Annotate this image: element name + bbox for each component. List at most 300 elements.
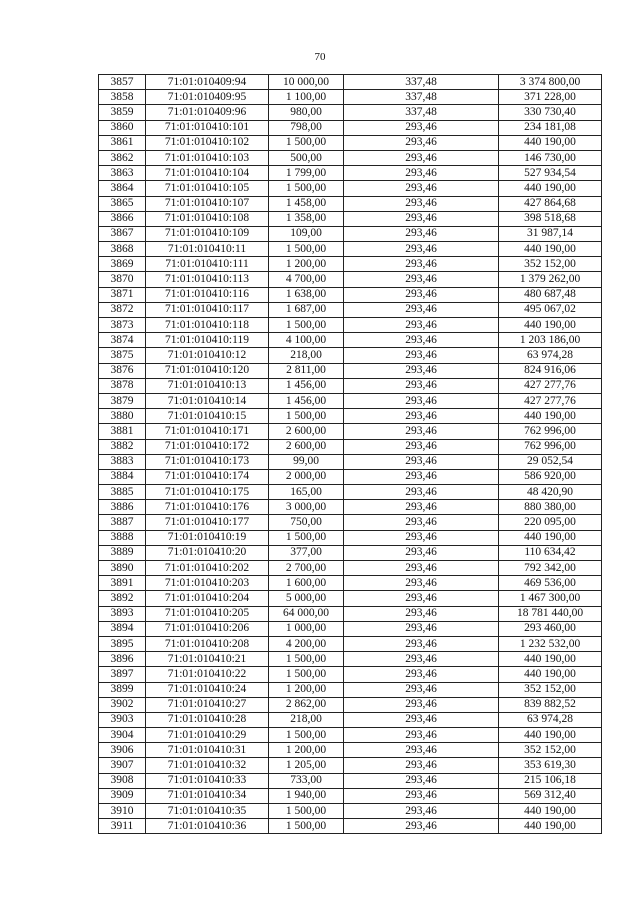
table-row bbox=[99, 667, 602, 682]
area-cell: 1 500,00 bbox=[269, 181, 344, 196]
value-cell: 440 190,00 bbox=[499, 135, 602, 150]
area-cell: 1 200,00 bbox=[269, 682, 344, 697]
cadastral-table bbox=[98, 74, 602, 834]
value-cell: 440 190,00 bbox=[499, 242, 602, 257]
value-cell: 792 342,00 bbox=[499, 561, 602, 576]
value-cell: 48 420,90 bbox=[499, 485, 602, 500]
cadastral-number-cell: 71:01:010410:29 bbox=[146, 728, 269, 743]
table-row bbox=[99, 545, 602, 560]
row-number-cell: 3862 bbox=[99, 150, 146, 165]
row-number-cell: 3911 bbox=[99, 819, 146, 834]
value-cell: 63 974,28 bbox=[499, 712, 602, 727]
row-number-cell: 3902 bbox=[99, 697, 146, 712]
rate-cell: 293,46 bbox=[344, 697, 499, 712]
cadastral-number-cell: 71:01:010410:203 bbox=[146, 576, 269, 591]
cadastral-number-cell: 71:01:010410:19 bbox=[146, 530, 269, 545]
cadastral-number-cell: 71:01:010410:21 bbox=[146, 652, 269, 667]
row-number-cell: 3859 bbox=[99, 105, 146, 120]
cadastral-number-cell: 71:01:010410:120 bbox=[146, 363, 269, 378]
table-row bbox=[99, 485, 602, 500]
rate-cell: 293,46 bbox=[344, 667, 499, 682]
table-row bbox=[99, 181, 602, 196]
rate-cell: 337,48 bbox=[344, 90, 499, 105]
row-number-cell: 3884 bbox=[99, 469, 146, 484]
area-cell: 1 205,00 bbox=[269, 758, 344, 773]
row-number-cell: 3879 bbox=[99, 393, 146, 408]
cadastral-number-cell: 71:01:010410:118 bbox=[146, 318, 269, 333]
value-cell: 440 190,00 bbox=[499, 409, 602, 424]
area-cell: 1 500,00 bbox=[269, 135, 344, 150]
cadastral-number-cell: 71:01:010410:27 bbox=[146, 697, 269, 712]
area-cell: 1 940,00 bbox=[269, 788, 344, 803]
cadastral-number-cell: 71:01:010410:107 bbox=[146, 196, 269, 211]
value-cell: 1 467 300,00 bbox=[499, 591, 602, 606]
table-row bbox=[99, 454, 602, 469]
row-number-cell: 3894 bbox=[99, 621, 146, 636]
cadastral-number-cell: 71:01:010410:22 bbox=[146, 667, 269, 682]
row-number-cell: 3861 bbox=[99, 135, 146, 150]
row-number-cell: 3878 bbox=[99, 378, 146, 393]
area-cell: 4 700,00 bbox=[269, 272, 344, 287]
rate-cell: 337,48 bbox=[344, 105, 499, 120]
cadastral-number-cell: 71:01:010410:35 bbox=[146, 804, 269, 819]
value-cell: 569 312,40 bbox=[499, 788, 602, 803]
cadastral-number-cell: 71:01:010410:119 bbox=[146, 333, 269, 348]
area-cell: 2 000,00 bbox=[269, 469, 344, 484]
table-row bbox=[99, 743, 602, 758]
area-cell: 1 500,00 bbox=[269, 804, 344, 819]
value-cell: 63 974,28 bbox=[499, 348, 602, 363]
cadastral-number-cell: 71:01:010410:116 bbox=[146, 287, 269, 302]
row-number-cell: 3875 bbox=[99, 348, 146, 363]
row-number-cell: 3882 bbox=[99, 439, 146, 454]
value-cell: 1 203 186,00 bbox=[499, 333, 602, 348]
value-cell: 427 277,76 bbox=[499, 393, 602, 408]
area-cell: 1 000,00 bbox=[269, 621, 344, 636]
value-cell: 352 152,00 bbox=[499, 682, 602, 697]
area-cell: 1 638,00 bbox=[269, 287, 344, 302]
rate-cell: 293,46 bbox=[344, 485, 499, 500]
rate-cell: 293,46 bbox=[344, 242, 499, 257]
area-cell: 2 811,00 bbox=[269, 363, 344, 378]
rate-cell: 293,46 bbox=[344, 378, 499, 393]
rate-cell: 293,46 bbox=[344, 712, 499, 727]
rate-cell: 293,46 bbox=[344, 181, 499, 196]
row-number-cell: 3883 bbox=[99, 454, 146, 469]
value-cell: 480 687,48 bbox=[499, 287, 602, 302]
rate-cell: 293,46 bbox=[344, 211, 499, 226]
rate-cell: 293,46 bbox=[344, 530, 499, 545]
cadastral-number-cell: 71:01:010410:11 bbox=[146, 242, 269, 257]
value-cell: 824 916,06 bbox=[499, 363, 602, 378]
cadastral-number-cell: 71:01:010410:109 bbox=[146, 226, 269, 241]
rate-cell: 293,46 bbox=[344, 788, 499, 803]
area-cell: 1 500,00 bbox=[269, 530, 344, 545]
rate-cell: 293,46 bbox=[344, 682, 499, 697]
area-cell: 218,00 bbox=[269, 348, 344, 363]
value-cell: 440 190,00 bbox=[499, 652, 602, 667]
cadastral-number-cell: 71:01:010410:172 bbox=[146, 439, 269, 454]
row-number-cell: 3869 bbox=[99, 257, 146, 272]
cadastral-number-cell: 71:01:010410:105 bbox=[146, 181, 269, 196]
table-row bbox=[99, 409, 602, 424]
value-cell: 495 067,02 bbox=[499, 302, 602, 317]
cadastral-number-cell: 71:01:010410:175 bbox=[146, 485, 269, 500]
area-cell: 2 862,00 bbox=[269, 697, 344, 712]
area-cell: 10 000,00 bbox=[269, 75, 344, 90]
rate-cell: 293,46 bbox=[344, 226, 499, 241]
table-row bbox=[99, 196, 602, 211]
rate-cell: 293,46 bbox=[344, 500, 499, 515]
area-cell: 109,00 bbox=[269, 226, 344, 241]
value-cell: 330 730,40 bbox=[499, 105, 602, 120]
table-row bbox=[99, 348, 602, 363]
cadastral-number-cell: 71:01:010410:102 bbox=[146, 135, 269, 150]
area-cell: 1 200,00 bbox=[269, 743, 344, 758]
rate-cell: 293,46 bbox=[344, 576, 499, 591]
row-number-cell: 3893 bbox=[99, 606, 146, 621]
cadastral-number-cell: 71:01:010409:95 bbox=[146, 90, 269, 105]
table-row bbox=[99, 150, 602, 165]
row-number-cell: 3910 bbox=[99, 804, 146, 819]
area-cell: 1 500,00 bbox=[269, 318, 344, 333]
cadastral-number-cell: 71:01:010409:94 bbox=[146, 75, 269, 90]
value-cell: 440 190,00 bbox=[499, 667, 602, 682]
table-row bbox=[99, 439, 602, 454]
area-cell: 99,00 bbox=[269, 454, 344, 469]
area-cell: 1 799,00 bbox=[269, 166, 344, 181]
value-cell: 469 536,00 bbox=[499, 576, 602, 591]
row-number-cell: 3874 bbox=[99, 333, 146, 348]
area-cell: 750,00 bbox=[269, 515, 344, 530]
cadastral-number-cell: 71:01:010410:176 bbox=[146, 500, 269, 515]
rate-cell: 293,46 bbox=[344, 302, 499, 317]
rate-cell: 293,46 bbox=[344, 409, 499, 424]
row-number-cell: 3906 bbox=[99, 743, 146, 758]
area-cell: 3 000,00 bbox=[269, 500, 344, 515]
rate-cell: 293,46 bbox=[344, 166, 499, 181]
cadastral-number-cell: 71:01:010410:15 bbox=[146, 409, 269, 424]
area-cell: 5 000,00 bbox=[269, 591, 344, 606]
row-number-cell: 3897 bbox=[99, 667, 146, 682]
row-number-cell: 3873 bbox=[99, 318, 146, 333]
rate-cell: 293,46 bbox=[344, 545, 499, 560]
row-number-cell: 3889 bbox=[99, 545, 146, 560]
value-cell: 762 996,00 bbox=[499, 439, 602, 454]
row-number-cell: 3870 bbox=[99, 272, 146, 287]
value-cell: 234 181,08 bbox=[499, 120, 602, 135]
table-row bbox=[99, 378, 602, 393]
table-row bbox=[99, 363, 602, 378]
table-row bbox=[99, 211, 602, 226]
table-row bbox=[99, 500, 602, 515]
area-cell: 1 687,00 bbox=[269, 302, 344, 317]
cadastral-number-cell: 71:01:010410:173 bbox=[146, 454, 269, 469]
table-row bbox=[99, 257, 602, 272]
table-row bbox=[99, 272, 602, 287]
table-body bbox=[99, 75, 602, 834]
area-cell: 2 600,00 bbox=[269, 439, 344, 454]
rate-cell: 293,46 bbox=[344, 257, 499, 272]
cadastral-number-cell: 71:01:010410:205 bbox=[146, 606, 269, 621]
row-number-cell: 3876 bbox=[99, 363, 146, 378]
value-cell: 215 106,18 bbox=[499, 773, 602, 788]
value-cell: 293 460,00 bbox=[499, 621, 602, 636]
rate-cell: 293,46 bbox=[344, 606, 499, 621]
cadastral-number-cell: 71:01:010410:13 bbox=[146, 378, 269, 393]
row-number-cell: 3872 bbox=[99, 302, 146, 317]
table-row bbox=[99, 788, 602, 803]
table-row bbox=[99, 393, 602, 408]
rate-cell: 293,46 bbox=[344, 135, 499, 150]
rate-cell: 293,46 bbox=[344, 120, 499, 135]
value-cell: 31 987,14 bbox=[499, 226, 602, 241]
area-cell: 500,00 bbox=[269, 150, 344, 165]
row-number-cell: 3907 bbox=[99, 758, 146, 773]
area-cell: 4 100,00 bbox=[269, 333, 344, 348]
rate-cell: 293,46 bbox=[344, 743, 499, 758]
rate-cell: 293,46 bbox=[344, 439, 499, 454]
cadastral-number-cell: 71:01:010409:96 bbox=[146, 105, 269, 120]
rate-cell: 293,46 bbox=[344, 424, 499, 439]
row-number-cell: 3887 bbox=[99, 515, 146, 530]
cadastral-number-cell: 71:01:010410:204 bbox=[146, 591, 269, 606]
area-cell: 1 200,00 bbox=[269, 257, 344, 272]
rate-cell: 293,46 bbox=[344, 804, 499, 819]
table-row bbox=[99, 682, 602, 697]
area-cell: 1 500,00 bbox=[269, 728, 344, 743]
table-row bbox=[99, 424, 602, 439]
cadastral-number-cell: 71:01:010410:117 bbox=[146, 302, 269, 317]
rate-cell: 293,46 bbox=[344, 652, 499, 667]
table-row bbox=[99, 90, 602, 105]
cadastral-number-cell: 71:01:010410:32 bbox=[146, 758, 269, 773]
value-cell: 527 934,54 bbox=[499, 166, 602, 181]
table-row bbox=[99, 697, 602, 712]
row-number-cell: 3890 bbox=[99, 561, 146, 576]
area-cell: 1 456,00 bbox=[269, 393, 344, 408]
row-number-cell: 3903 bbox=[99, 712, 146, 727]
cadastral-number-cell: 71:01:010410:33 bbox=[146, 773, 269, 788]
cadastral-number-cell: 71:01:010410:177 bbox=[146, 515, 269, 530]
row-number-cell: 3896 bbox=[99, 652, 146, 667]
value-cell: 353 619,30 bbox=[499, 758, 602, 773]
row-number-cell: 3885 bbox=[99, 485, 146, 500]
value-cell: 427 864,68 bbox=[499, 196, 602, 211]
value-cell: 352 152,00 bbox=[499, 257, 602, 272]
value-cell: 440 190,00 bbox=[499, 318, 602, 333]
rate-cell: 293,46 bbox=[344, 287, 499, 302]
value-cell: 398 518,68 bbox=[499, 211, 602, 226]
row-number-cell: 3909 bbox=[99, 788, 146, 803]
area-cell: 1 500,00 bbox=[269, 667, 344, 682]
value-cell: 371 228,00 bbox=[499, 90, 602, 105]
rate-cell: 293,46 bbox=[344, 621, 499, 636]
cadastral-number-cell: 71:01:010410:24 bbox=[146, 682, 269, 697]
cadastral-number-cell: 71:01:010410:103 bbox=[146, 150, 269, 165]
area-cell: 4 200,00 bbox=[269, 636, 344, 651]
rate-cell: 293,46 bbox=[344, 196, 499, 211]
row-number-cell: 3908 bbox=[99, 773, 146, 788]
value-cell: 440 190,00 bbox=[499, 819, 602, 834]
area-cell: 1 500,00 bbox=[269, 242, 344, 257]
cadastral-number-cell: 71:01:010410:202 bbox=[146, 561, 269, 576]
rate-cell: 293,46 bbox=[344, 150, 499, 165]
table-row bbox=[99, 561, 602, 576]
table-row bbox=[99, 287, 602, 302]
row-number-cell: 3891 bbox=[99, 576, 146, 591]
value-cell: 1 232 532,00 bbox=[499, 636, 602, 651]
table-row bbox=[99, 636, 602, 651]
value-cell: 220 095,00 bbox=[499, 515, 602, 530]
table-row bbox=[99, 773, 602, 788]
cadastral-number-cell: 71:01:010410:108 bbox=[146, 211, 269, 226]
row-number-cell: 3865 bbox=[99, 196, 146, 211]
page-number: 70 bbox=[314, 51, 326, 63]
area-cell: 1 500,00 bbox=[269, 652, 344, 667]
rate-cell: 293,46 bbox=[344, 469, 499, 484]
area-cell: 1 358,00 bbox=[269, 211, 344, 226]
area-cell: 218,00 bbox=[269, 712, 344, 727]
value-cell: 110 634,42 bbox=[499, 545, 602, 560]
row-number-cell: 3886 bbox=[99, 500, 146, 515]
rate-cell: 293,46 bbox=[344, 393, 499, 408]
value-cell: 762 996,00 bbox=[499, 424, 602, 439]
cadastral-number-cell: 71:01:010410:174 bbox=[146, 469, 269, 484]
table-row bbox=[99, 804, 602, 819]
rate-cell: 293,46 bbox=[344, 318, 499, 333]
row-number-cell: 3881 bbox=[99, 424, 146, 439]
cadastral-number-cell: 71:01:010410:28 bbox=[146, 712, 269, 727]
cadastral-number-cell: 71:01:010410:111 bbox=[146, 257, 269, 272]
table-row bbox=[99, 606, 602, 621]
cadastral-number-cell: 71:01:010410:12 bbox=[146, 348, 269, 363]
value-cell: 440 190,00 bbox=[499, 804, 602, 819]
table-row bbox=[99, 75, 602, 90]
cadastral-number-cell: 71:01:010410:101 bbox=[146, 120, 269, 135]
rate-cell: 293,46 bbox=[344, 454, 499, 469]
table-row bbox=[99, 166, 602, 181]
value-cell: 18 781 440,00 bbox=[499, 606, 602, 621]
value-cell: 146 730,00 bbox=[499, 150, 602, 165]
row-number-cell: 3871 bbox=[99, 287, 146, 302]
rate-cell: 293,46 bbox=[344, 636, 499, 651]
row-number-cell: 3857 bbox=[99, 75, 146, 90]
cadastral-number-cell: 71:01:010410:31 bbox=[146, 743, 269, 758]
value-cell: 1 379 262,00 bbox=[499, 272, 602, 287]
rate-cell: 293,46 bbox=[344, 333, 499, 348]
row-number-cell: 3864 bbox=[99, 181, 146, 196]
value-cell: 839 882,52 bbox=[499, 697, 602, 712]
table-row bbox=[99, 728, 602, 743]
rate-cell: 293,46 bbox=[344, 758, 499, 773]
table-row bbox=[99, 621, 602, 636]
table-row bbox=[99, 105, 602, 120]
rate-cell: 293,46 bbox=[344, 363, 499, 378]
table-row bbox=[99, 135, 602, 150]
table-row bbox=[99, 333, 602, 348]
area-cell: 1 456,00 bbox=[269, 378, 344, 393]
value-cell: 586 920,00 bbox=[499, 469, 602, 484]
area-cell: 165,00 bbox=[269, 485, 344, 500]
rate-cell: 293,46 bbox=[344, 773, 499, 788]
row-number-cell: 3888 bbox=[99, 530, 146, 545]
rate-cell: 293,46 bbox=[344, 272, 499, 287]
row-number-cell: 3895 bbox=[99, 636, 146, 651]
table-row bbox=[99, 302, 602, 317]
table-row bbox=[99, 242, 602, 257]
cadastral-number-cell: 71:01:010410:20 bbox=[146, 545, 269, 560]
rate-cell: 293,46 bbox=[344, 591, 499, 606]
row-number-cell: 3858 bbox=[99, 90, 146, 105]
cadastral-number-cell: 71:01:010410:14 bbox=[146, 393, 269, 408]
table-row bbox=[99, 530, 602, 545]
value-cell: 440 190,00 bbox=[499, 728, 602, 743]
table-row bbox=[99, 712, 602, 727]
area-cell: 798,00 bbox=[269, 120, 344, 135]
rate-cell: 293,46 bbox=[344, 561, 499, 576]
value-cell: 440 190,00 bbox=[499, 181, 602, 196]
row-number-cell: 3892 bbox=[99, 591, 146, 606]
area-cell: 980,00 bbox=[269, 105, 344, 120]
table-row bbox=[99, 120, 602, 135]
table-row bbox=[99, 515, 602, 530]
row-number-cell: 3867 bbox=[99, 226, 146, 241]
cadastral-number-cell: 71:01:010410:34 bbox=[146, 788, 269, 803]
cadastral-number-cell: 71:01:010410:171 bbox=[146, 424, 269, 439]
area-cell: 2 700,00 bbox=[269, 561, 344, 576]
table-row bbox=[99, 318, 602, 333]
area-cell: 1 458,00 bbox=[269, 196, 344, 211]
table-row bbox=[99, 591, 602, 606]
cadastral-number-cell: 71:01:010410:113 bbox=[146, 272, 269, 287]
row-number-cell: 3866 bbox=[99, 211, 146, 226]
rate-cell: 293,46 bbox=[344, 348, 499, 363]
table-row bbox=[99, 652, 602, 667]
value-cell: 427 277,76 bbox=[499, 378, 602, 393]
table-row bbox=[99, 758, 602, 773]
area-cell: 1 500,00 bbox=[269, 409, 344, 424]
value-cell: 29 052,54 bbox=[499, 454, 602, 469]
cadastral-number-cell: 71:01:010410:208 bbox=[146, 636, 269, 651]
table-row bbox=[99, 819, 602, 834]
area-cell: 64 000,00 bbox=[269, 606, 344, 621]
table-row bbox=[99, 469, 602, 484]
row-number-cell: 3868 bbox=[99, 242, 146, 257]
row-number-cell: 3904 bbox=[99, 728, 146, 743]
cadastral-number-cell: 71:01:010410:206 bbox=[146, 621, 269, 636]
value-cell: 440 190,00 bbox=[499, 530, 602, 545]
area-cell: 1 100,00 bbox=[269, 90, 344, 105]
value-cell: 3 374 800,00 bbox=[499, 75, 602, 90]
area-cell: 2 600,00 bbox=[269, 424, 344, 439]
row-number-cell: 3863 bbox=[99, 166, 146, 181]
area-cell: 733,00 bbox=[269, 773, 344, 788]
table-row bbox=[99, 226, 602, 241]
rate-cell: 293,46 bbox=[344, 819, 499, 834]
area-cell: 377,00 bbox=[269, 545, 344, 560]
value-cell: 352 152,00 bbox=[499, 743, 602, 758]
table-row bbox=[99, 576, 602, 591]
cadastral-number-cell: 71:01:010410:36 bbox=[146, 819, 269, 834]
row-number-cell: 3899 bbox=[99, 682, 146, 697]
row-number-cell: 3880 bbox=[99, 409, 146, 424]
rate-cell: 293,46 bbox=[344, 728, 499, 743]
rate-cell: 337,48 bbox=[344, 75, 499, 90]
row-number-cell: 3860 bbox=[99, 120, 146, 135]
cadastral-number-cell: 71:01:010410:104 bbox=[146, 166, 269, 181]
area-cell: 1 500,00 bbox=[269, 819, 344, 834]
